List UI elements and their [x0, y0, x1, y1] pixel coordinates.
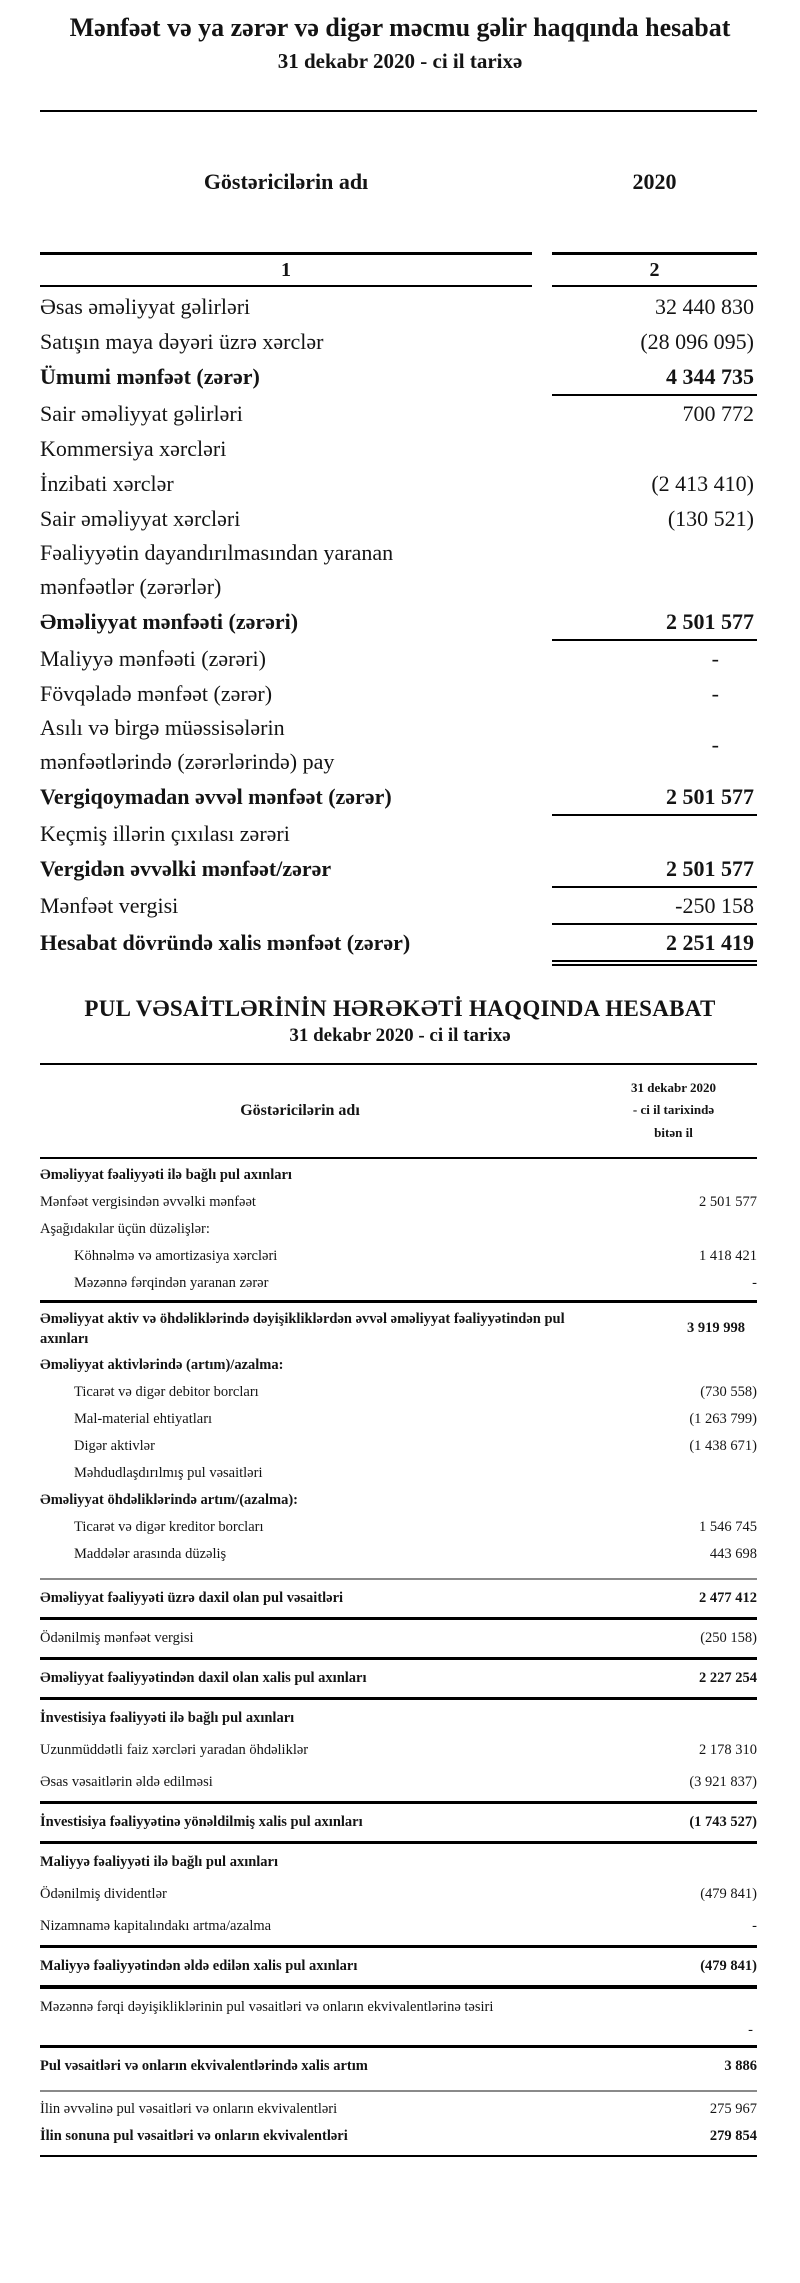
cash-flow-row [40, 1993, 757, 2042]
column-header-year: 2020 [632, 168, 677, 194]
row-value: 2 251 419 [552, 925, 757, 966]
row-value: 3 919 998 [687, 1320, 745, 1336]
column-gap [532, 851, 552, 888]
row-value: 2 178 310 [699, 1741, 757, 1758]
row-label: Əməliyyat mənfəəti (zərəri) [40, 608, 299, 634]
row-label: Mal-material ehtiyatları [74, 1410, 213, 1427]
row-value: 700 772 [682, 400, 754, 426]
income-statement-row [40, 604, 757, 641]
column-gap [532, 779, 552, 816]
row-value: 2 501 577 [552, 851, 757, 888]
column-number-2: 2 [552, 252, 757, 287]
row-label: Əməliyyat fəaliyyəti üzrə daxil olan pul vəsaitləri [40, 1589, 344, 1606]
column-gap [532, 466, 552, 501]
row-value: (479 841) [700, 1885, 757, 1902]
row-value: 279 854 [709, 2127, 757, 2144]
cash-flow-row [40, 1487, 757, 1514]
cash-flow-row [40, 2096, 757, 2123]
row-label: Məzənnə fərqi dəyişikliklərinin pul vəsaitləri və onların ekvivalentlərinə təsiri [40, 1998, 494, 2015]
row-label: Əməliyyat fəaliyyəti ilə bağlı pul axınları [40, 1166, 292, 1183]
row-label: Ümumi mənfəət (zərər) [40, 363, 260, 389]
row-value: 32 440 830 [655, 293, 754, 319]
period-line-3: bitən il [654, 1124, 693, 1140]
row-label: Uzunmüddətli faiz xərcləri yaradan öhdəliklər [40, 1741, 309, 1758]
row-label: İnvestisiya fəaliyyəti ilə bağlı pul axınları [40, 1709, 295, 1726]
table-divider-rule [40, 1945, 757, 1948]
income-statement-row [40, 711, 757, 779]
row-value: 275 967 [709, 2100, 757, 2117]
row-label: Aşağıdakılar üçün düzəlişlər: [40, 1220, 210, 1237]
cash-flow-row [40, 2123, 757, 2150]
table-divider-rule [40, 1697, 757, 1700]
cash-flow-row [40, 1162, 757, 1189]
row-label: Hesabat dövründə xalis mənfəət (zərər) [40, 929, 411, 955]
cash-flow-rows [40, 1159, 757, 2157]
table-divider-rule [40, 2045, 757, 2048]
cash-flow-row [40, 1189, 757, 1216]
cash-flow-row [40, 1406, 757, 1433]
cash-flow-header-row [40, 1065, 757, 1159]
row-label: Ticarət və digər debitor borcları [74, 1383, 259, 1400]
cash-flow-row [40, 1913, 757, 1940]
row-label: Sair əməliyyat xərcləri [40, 505, 241, 531]
row-label: Əməliyyat aktiv və öhdəliklərində dəyişikliklərdən əvvəl əməliyyat fəaliyyətindən pul axınları [40, 1310, 565, 1347]
row-label: Ödənilmiş dividentlər [40, 1885, 167, 1902]
income-statement-row [40, 324, 757, 359]
column-number-row [40, 252, 757, 287]
row-value: 1 418 421 [699, 1247, 757, 1264]
row-label: Ödənilmiş mənfəət vergisi [40, 1629, 194, 1646]
income-statement-row [40, 816, 757, 851]
row-value: 2 477 412 [699, 1589, 757, 1606]
table-divider-rule [40, 2090, 757, 2092]
income-statement-row [40, 925, 757, 966]
row-label: Pul vəsaitləri və onların ekvivalentlərində xalis artım [40, 2057, 368, 2074]
row-label: İlin sonuna pul vəsaitləri və onların ekvivalentləri [40, 2127, 348, 2144]
column-number-1: 1 [40, 252, 532, 287]
cash-flow-row [40, 1243, 757, 1270]
column-gap [532, 641, 552, 676]
income-statement-row [40, 431, 757, 466]
row-value: - [748, 2021, 753, 2038]
cash-flow-row [40, 1705, 757, 1732]
row-label: Digər aktivlər [74, 1437, 155, 1454]
row-value: (2 413 410) [651, 470, 754, 496]
row-label: Məhdudlaşdırılmış pul vəsaitləri [74, 1464, 263, 1481]
column-gap [532, 324, 552, 359]
cash-flow-row [40, 1769, 757, 1796]
row-label: Mənfəət vergisi [40, 892, 179, 918]
row-value: (479 841) [700, 1957, 757, 1974]
row-value: 2 227 254 [699, 1669, 757, 1686]
table-divider-rule [40, 1801, 757, 1804]
row-value: 443 698 [709, 1545, 757, 1562]
income-statement-row [40, 851, 757, 888]
cash-flow-row [40, 1216, 757, 1243]
row-value: (1 438 671) [689, 1437, 757, 1454]
row-value: 2 501 577 [699, 1193, 757, 1210]
row-label: İnvestisiya fəaliyyətinə yönəldilmiş xalis pul axınları [40, 1813, 363, 1830]
column-gap [532, 816, 552, 851]
column-header-indicator-name: Göstəricilərin adı [203, 168, 369, 194]
table-divider-rule [40, 1985, 757, 1989]
row-label: Satışın maya dəyəri üzrə xərclər [40, 328, 324, 354]
table-divider-rule [40, 1300, 757, 1303]
row-label: İnzibati xərclər [40, 470, 174, 496]
row-value: (3 921 837) [689, 1773, 757, 1790]
column-gap [532, 396, 552, 431]
period-line-2: - ci il tarixində [632, 1102, 715, 1118]
cash-flow-row [40, 1306, 757, 1352]
income-statement-row [40, 396, 757, 431]
row-value: (130 521) [667, 505, 754, 531]
column-gap [532, 604, 552, 641]
row-label: Fəaliyyətin dayandırılmasından yaranan mənfəətlər (zərərlər) [40, 539, 394, 599]
row-value: - [752, 1917, 757, 1934]
cash-flow-row [40, 1881, 757, 1908]
income-statement-header-row [40, 112, 757, 252]
row-value: 2 501 577 [552, 604, 757, 641]
table-divider-rule [40, 1841, 757, 1844]
table-divider-rule [40, 1617, 757, 1620]
cash-flow-row [40, 1849, 757, 1876]
cash-flow-row [40, 1737, 757, 1764]
income-statement-row [40, 676, 757, 711]
cash-flow-row [40, 1625, 757, 1652]
cash-flow-row [40, 1665, 757, 1692]
row-label: Köhnəlmə və amortizasiya xərcləri [74, 1247, 278, 1264]
row-value: - [752, 1274, 757, 1291]
income-statement-row [40, 779, 757, 816]
row-value: - [711, 680, 719, 706]
row-value: - [711, 645, 719, 671]
table-divider-rule [40, 2155, 757, 2157]
row-label: Keçmiş illərin çıxılası zərəri [40, 820, 290, 846]
column-gap [532, 676, 552, 711]
cash-flow-section [0, 996, 800, 2157]
column-gap [532, 888, 552, 925]
cash-flow-row [40, 1460, 757, 1487]
row-label: Maddələr arasında düzəliş [74, 1545, 227, 1562]
row-label: Əməliyyat aktivlərində (artım)/azalma: [40, 1356, 284, 1373]
income-statement-row [40, 289, 757, 324]
row-label: İlin əvvəlinə pul vəsaitləri və onların ekvivalentləri [40, 2100, 338, 2117]
row-label: Ticarət və digər kreditor borcları [74, 1518, 264, 1535]
row-value: (730 558) [700, 1383, 757, 1400]
income-statement-row [40, 359, 757, 396]
row-label: Vergidən əvvəlki mənfəət/zərər [40, 855, 332, 881]
column-gap [532, 501, 552, 536]
row-value: (1 743 527) [689, 1813, 757, 1830]
row-label: Mənfəət vergisindən əvvəlki mənfəət [40, 1193, 256, 1210]
row-label: Nizamnamə kapitalındakı artma/azalma [40, 1917, 272, 1934]
cash-flow-row [40, 1514, 757, 1541]
table-divider-rule [40, 1657, 757, 1660]
cash-flow-row [40, 1352, 757, 1379]
column-gap [532, 431, 552, 466]
row-label: Kommersiya xərcləri [40, 435, 227, 461]
income-statement-date-subtitle: 31 dekabr 2020 - ci il tarixə [277, 48, 523, 73]
column-header-period [560, 1077, 757, 1143]
row-value: 2 501 577 [552, 779, 757, 816]
row-value [552, 816, 757, 851]
row-label: Fövqəladə mənfəət (zərər) [40, 680, 273, 706]
row-value: -250 158 [552, 888, 757, 925]
cash-flow-row [40, 1433, 757, 1460]
row-value: 1 546 745 [699, 1518, 757, 1535]
income-statement-section [0, 0, 800, 966]
row-label: Sair əməliyyat gəlirləri [40, 400, 243, 426]
income-statement-rows [40, 287, 757, 966]
row-label: Əsas əməliyyat gəlirləri [40, 293, 251, 319]
cash-flow-date-subtitle: 31 dekabr 2020 - ci il tarixə [289, 1024, 511, 1046]
row-label: Məzənnə fərqindən yaranan zərər [74, 1274, 269, 1291]
row-value: (250 158) [700, 1629, 757, 1646]
cash-flow-row [40, 1270, 757, 1297]
column-gap [532, 925, 552, 966]
row-label: Vergiqoymadan əvvəl mənfəət (zərər) [40, 783, 392, 809]
column-header-indicator-name: Göstəricilərin adı [240, 1101, 360, 1119]
cash-flow-row [40, 1379, 757, 1406]
row-value: - [711, 731, 719, 757]
period-line-1: 31 dekabr 2020 [631, 1080, 716, 1096]
row-label: Əməliyyat fəaliyyətindən daxil olan xalis pul axınları [40, 1669, 367, 1686]
income-statement-row [40, 888, 757, 925]
row-label: Maliyyə fəaliyyətindən əldə edilən xalis pul axınları [40, 1957, 358, 1974]
cash-flow-row [40, 2053, 757, 2080]
row-label: Asılı və birgə müəssisələrin mənfəətlərində (zərərlərində) pay [40, 714, 335, 774]
column-gap [532, 359, 552, 396]
column-gap [532, 289, 552, 324]
income-statement-row [40, 466, 757, 501]
row-value: 4 344 735 [552, 359, 757, 396]
income-statement-title: Mənfəət və ya zərər və digər məcmu gəlir haqqında hesabat [69, 13, 731, 42]
row-value: (1 263 799) [689, 1410, 757, 1427]
income-statement-row [40, 536, 757, 604]
income-statement-row [40, 501, 757, 536]
row-value [552, 431, 757, 466]
cash-flow-title: PUL VƏSAİTLƏRİNİN HƏRƏKƏTİ HAQQINDA HESABAT [84, 995, 716, 1021]
cash-flow-row [40, 1809, 757, 1836]
income-statement-row [40, 641, 757, 676]
row-value: (28 096 095) [640, 328, 754, 354]
cash-flow-row [40, 1585, 757, 1612]
row-label: Əsas vəsaitlərin əldə edilməsi [40, 1773, 213, 1790]
row-label: Maliyyə mənfəəti (zərəri) [40, 645, 266, 671]
row-label: Maliyyə fəaliyyəti ilə bağlı pul axınları [40, 1853, 279, 1870]
row-label: Əməliyyat öhdəliklərində artım/(azalma): [40, 1491, 298, 1508]
column-gap [532, 252, 552, 287]
row-value: 3 886 [724, 2057, 757, 2074]
table-divider-rule [40, 1578, 757, 1580]
cash-flow-row [40, 1541, 757, 1568]
cash-flow-row [40, 1953, 757, 1980]
